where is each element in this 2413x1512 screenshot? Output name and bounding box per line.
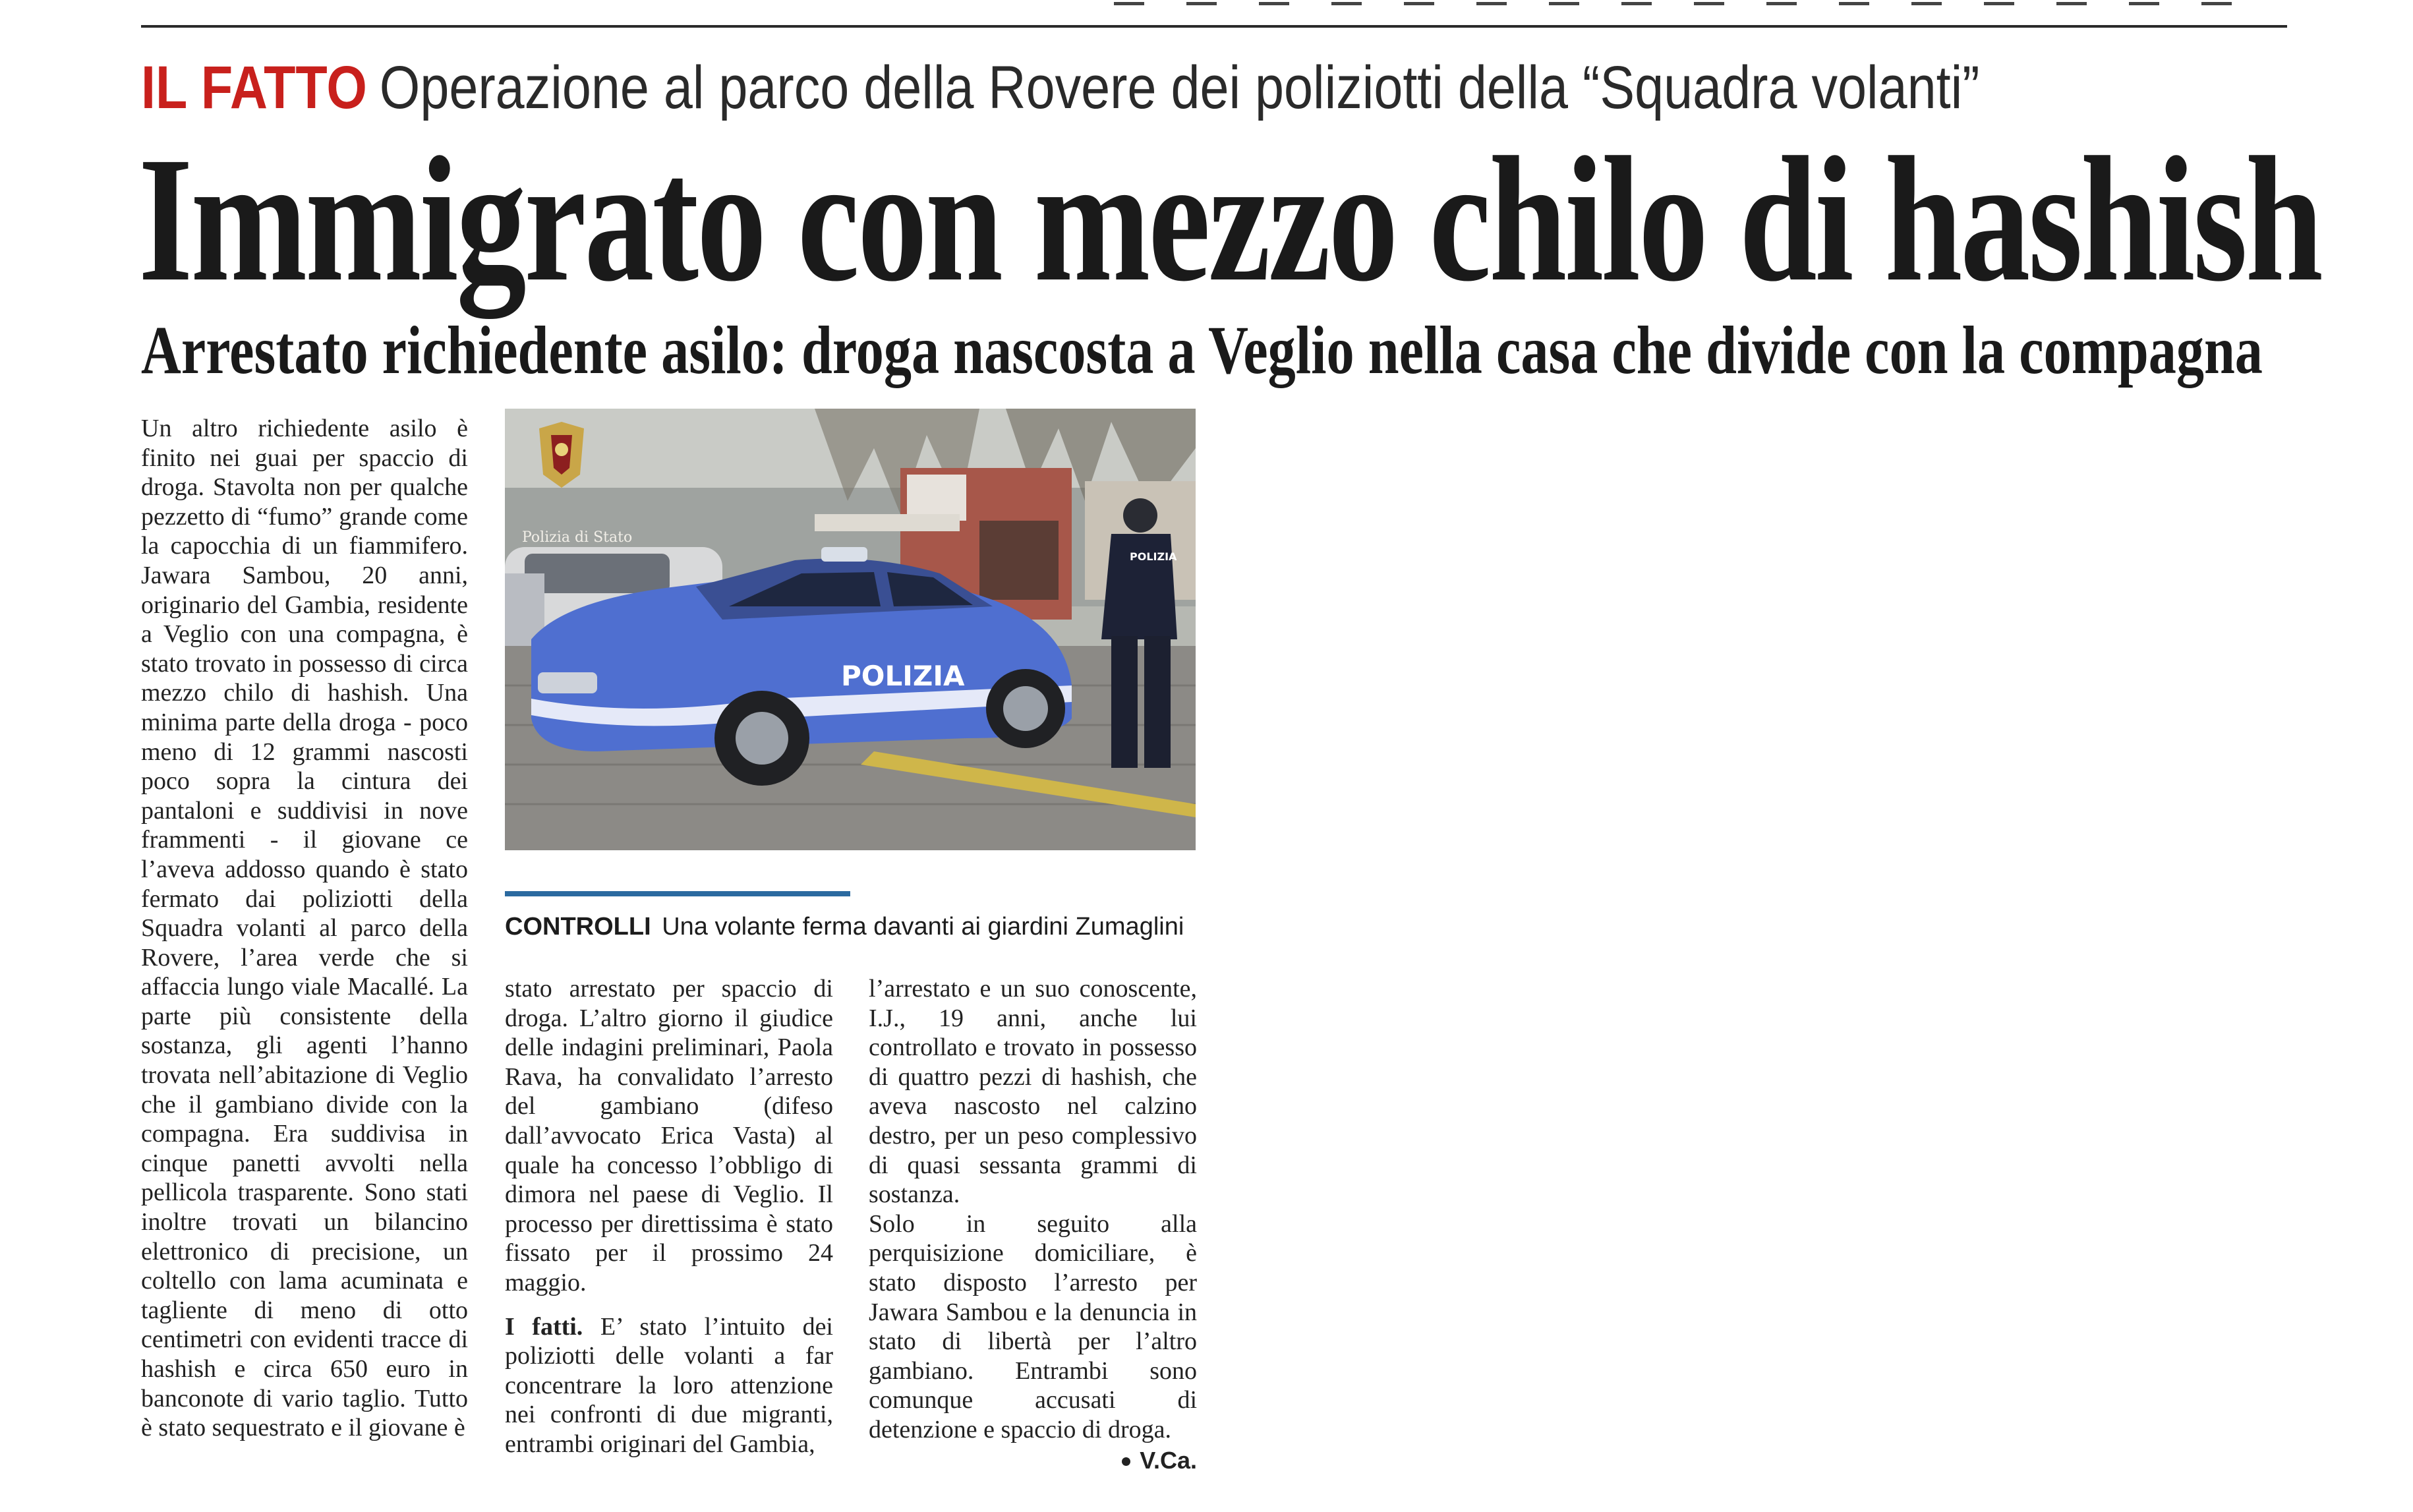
kicker-label: IL FATTO [141, 54, 367, 121]
headline: Immigrato con mezzo chilo di hashish [138, 120, 2321, 318]
body-paragraph: Un altro richiedente asilo è finito nei guai per spaccio di droga. Stavolta non per qualche pezzetto di “fumo” grande come la capocchia di un fiammifero. Jawara Sambou, 20 anni, originario del Gambia, residente a Veglio con una compagna, è stato trovato in possesso di circa mezzo chilo di hashish. Una minima parte della droga - poco meno di 12 grammi nascosti poco sopra la cintura dei pantaloni e suddivisi in nove frammenti - il giovane ce l’aveva addosso quando è stato fermato dai poliziotti della Squadra volanti al parco della Rovere, l’area verde che si affaccia lungo viale Macallé. La parte più consistente della sostanza, gli agenti l’hanno trovata nell’abitazione di Veglio che il gambiano divide con la compagna. Era suddivisa in cinque panetti avvolti nella pellicola trasparente. Sono stati inoltre trovati un bilancino elettronico di precisione, un coltello con lama acuminata e tagliente di meno di otto centimetri con evidenti tracce di hashish e circa 650 euro in banconote di vario taglio. Tutto è stato sequestrato e il giovane è [141, 415, 468, 1442]
caption-rule [505, 891, 850, 896]
caption-text: Una volante ferma davanti ai giardini Zumaglini [662, 913, 1184, 941]
photo-caption [505, 911, 1204, 943]
article-photo [505, 409, 1196, 850]
car-label: POLIZIA [841, 660, 965, 692]
body-paragraph [505, 1312, 833, 1459]
kicker-line [141, 51, 1989, 124]
body-paragraph: stato arrestato per spaccio di droga. L’altro giorno il giudice delle indagini preliminari, Paola Rava, ha convalidato l’arresto del gambiano (difeso dall’avvocato Erica Vasta) al quale ha concesso l’obbligo di dimora nel paese di Veglio. Il processo per direttissima è stato fissato per il prossimo 24 maggio. [505, 975, 833, 1296]
subheadline: Arrestato richiedente asilo: droga nascosta a Veglio nella casa che divide con la compagna [141, 312, 2263, 388]
cropped-previous-text [1114, 0, 2287, 9]
officer-label: POLIZIA [1130, 550, 1177, 563]
top-rule [141, 25, 2287, 28]
photo-watermark: Polizia di Stato [522, 529, 633, 546]
run-in-head: I fatti. [505, 1312, 583, 1341]
author-signature [869, 1446, 1197, 1475]
body-paragraph: Solo in seguito alla perquisizione domiciliare, è stato disposto l’arresto per Jawara Sambou e la denuncia in stato di libertà per l’altro gambiano. Entrambi sono comunque accusati di detenzione e spaccio di droga. [869, 1209, 1197, 1443]
caption-kicker: CONTROLLI [505, 913, 651, 941]
article-column-3 [869, 974, 1197, 1475]
bullet-icon [1122, 1457, 1130, 1466]
article-column-1 [141, 414, 468, 1443]
article-column-2 [505, 974, 833, 1459]
body-text: E’ stato l’intuito dei poliziotti delle volanti a far concentrare la loro attenzione nei confronti di due migranti, entrambi originari del Gambia, [505, 1312, 833, 1458]
kicker-text: Operazione al parco della Rovere dei poliziotti della “Squadra volanti” [379, 54, 1980, 121]
signature-text: V.Ca. [1140, 1446, 1197, 1474]
body-paragraph: l’arrestato e un suo conoscente, I.J., 19 anni, anche lui controllato e trovato in possesso di quattro pezzi di hashish, che aveva nascosto nel calzino destro, per un peso complessivo di quasi sessanta grammi di sostanza. [869, 975, 1197, 1209]
